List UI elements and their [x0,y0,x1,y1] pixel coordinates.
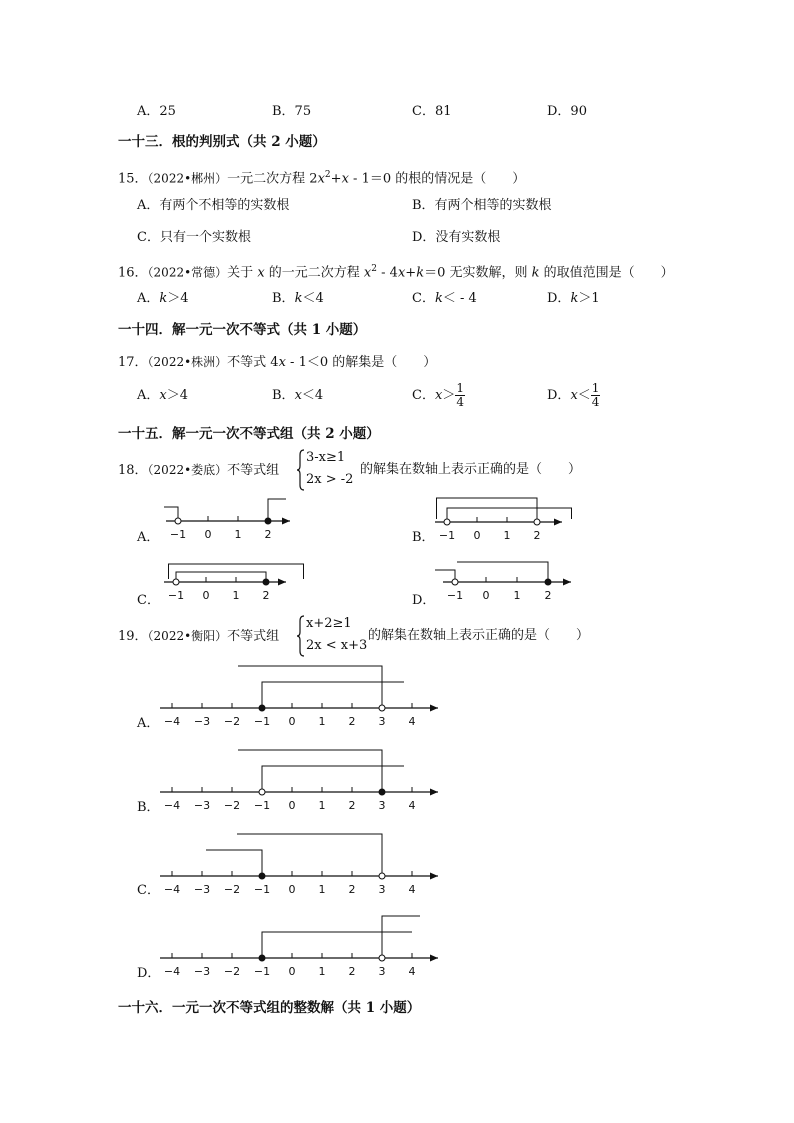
tick-label: 3 [378,965,386,978]
option-c: C．81 [412,104,452,119]
q17-option-c [412,379,465,413]
tick-label: 3 [378,715,386,728]
inequality-system-18 [297,449,363,491]
solution-ray [382,916,420,955]
number-line-18c [160,560,290,608]
option-relation: ＞4 [166,388,189,403]
math-var: x [341,171,349,187]
option-label: D． [547,388,571,403]
inequality-line-2: 2x < x+3 [306,638,368,653]
fraction [591,382,601,409]
q15-option-d: D．没有实数根 [412,230,501,245]
arrow-icon [554,519,562,526]
tick-label: 2 [348,799,356,812]
q15-option-c: C．只有一个实数根 [137,230,251,245]
tick-label: −3 [193,715,211,728]
math-var: k [434,291,443,306]
question-number: 18． [118,463,148,478]
question-number: 16． [118,265,148,281]
q18-option-d-label: D． [412,593,436,608]
math-var: k [531,265,540,281]
q16-option-a [137,291,189,307]
math-var: x [363,265,372,281]
exponent: 2 [324,170,331,180]
option-label: B． [272,388,295,403]
tick-label: 2 [262,589,270,602]
closed-dot [259,955,265,961]
open-dot [173,579,179,585]
tick-label: 3 [378,883,386,896]
solution-ray [238,750,382,789]
q17-option-b [272,388,323,404]
tick-label: 2 [264,528,272,541]
tick-label: −2 [223,715,241,728]
open-dot [379,705,385,711]
tick-label: 0 [204,528,212,541]
tick-label: 1 [503,529,511,542]
q15-option-a: A．有两个不相等的实数根 [137,198,290,213]
question-source: （2022•株洲） [147,355,228,369]
option-label: D． [547,291,571,306]
question-text: 不等式组 [227,463,280,478]
tick-label: 1 [234,528,242,541]
arrow-icon [430,705,438,712]
tick-label: −1 [253,965,271,978]
inequality-line-1: 3-x≥1 [306,450,346,465]
tick-label: −1 [253,883,271,896]
section-title-14: 一十四．解一元一次不等式（共 1 小题） [118,322,367,338]
tick-label: −2 [223,799,241,812]
solution-segment [176,572,266,579]
number-line-18a [160,496,295,544]
number-line-18b [435,494,565,544]
open-dot [379,955,385,961]
option-relation: ＜4 [301,388,324,403]
option-a: A．25 [137,104,176,119]
tick-label: 2 [348,965,356,978]
closed-dot [263,579,269,585]
option-label: A． [137,388,160,403]
tick-label: 3 [378,799,386,812]
open-dot [259,789,265,795]
question-text: ＝0 无实数解，则 [424,265,532,281]
option-relation: ＞ [442,388,456,403]
question-15 [118,167,525,187]
inequality-system-19 [297,615,369,657]
tick-label: 1 [513,589,521,602]
question-18-intro [118,462,279,479]
question-source: （2022•郴州） [147,171,228,186]
solution-ray [262,682,404,705]
exponent: 2 [371,264,377,274]
tick-label: 1 [318,965,326,978]
tick-label: 1 [318,883,326,896]
tick-label: 1 [318,715,326,728]
question-source: （2022•娄底） [147,463,228,477]
closed-dot [379,789,385,795]
tick-label: 0 [288,799,296,812]
number-line-19d [160,910,445,980]
open-dot [175,518,181,524]
option-label: B． [272,291,295,306]
number-line-19b [160,744,445,814]
q19-option-a-label: A． [137,716,160,731]
q19-option-c-label: C． [137,883,160,898]
math-var: x [317,171,325,187]
tick-label: −4 [163,965,181,978]
math-var: k [416,265,425,281]
q18-option-b-label: B． [412,530,435,545]
brace-icon [297,449,305,491]
inequality-line-2: 2x > -2 [306,472,354,487]
q19-option-b-label: B． [137,800,160,815]
section-title-15: 一十五．解一元一次不等式组（共 2 小题） [118,426,380,442]
math-var: x [294,388,302,403]
tick-label: 0 [288,883,296,896]
option-d: D．90 [547,104,587,119]
tick-label: −1 [167,589,185,602]
option-label: C． [412,291,435,306]
number-line-19a [160,660,445,730]
solution-segment [447,508,572,519]
tick-label: 1 [232,589,240,602]
tick-label: 2 [533,529,541,542]
tick-label: −2 [223,883,241,896]
open-dot [452,579,458,585]
tick-label: 0 [473,529,481,542]
tick-label: 2 [544,589,552,602]
closed-dot [259,873,265,879]
tick-label: −3 [193,883,211,896]
q18-option-a-label: A． [137,530,160,545]
closed-dot [265,518,271,524]
math-var: x [278,355,286,370]
tick-label: −1 [438,529,456,542]
math-var: x [159,388,167,403]
number-line-18d [435,560,575,608]
question-text: 不等式组 [227,629,280,644]
q18-option-c-label: C． [137,593,160,608]
arrow-icon [430,873,438,880]
open-dot [444,519,450,525]
option-label: A． [137,291,160,306]
open-dot [379,873,385,879]
math-var: x [434,388,443,403]
tick-label: 0 [288,965,296,978]
q16-option-b [272,291,324,307]
math-var: x [570,388,578,403]
option-relation: ＞4 [167,291,189,306]
math-var: k [159,291,168,306]
q16-option-d [547,291,600,307]
arrow-icon [430,789,438,796]
math-var: k [570,291,579,306]
solution-ray [238,666,382,705]
math-var: x [397,265,406,281]
solution-ray [237,834,382,873]
section-title-16: 一十六．一元一次不等式组的整数解（共 1 小题） [118,1000,421,1016]
solution-ray [262,932,412,955]
question-text: 的取值范围是（ ） [539,265,674,281]
open-dot [534,519,540,525]
solution-ray [164,507,178,518]
inequality-line-1: x+2≥1 [306,616,352,631]
numerator: 1 [456,381,464,395]
question-text: 的解集在数轴上表示正确的是（ ） [360,462,582,477]
question-text: - 1＝0 的根的情况是（ ） [348,171,526,187]
tick-label: 4 [408,715,416,728]
tick-label: −4 [163,799,181,812]
option-relation: ＜ - 4 [442,291,477,306]
tick-label: 4 [408,883,416,896]
option-label: C． [412,388,435,403]
question-16 [118,261,674,281]
arrow-icon [430,955,438,962]
tick-label: 0 [202,589,210,602]
question-number: 19． [118,629,148,644]
question-text: 一元二次方程 2 [227,171,318,187]
question-text: 的解集在数轴上表示正确的是（ ） [368,628,590,643]
option-relation: ＜ [577,388,591,403]
question-17 [118,354,436,371]
arrow-icon [282,518,290,525]
question-text: - 4 [377,265,398,281]
question-number: 15． [118,171,148,187]
tick-label: −4 [163,883,181,896]
tick-label: 2 [348,883,356,896]
tick-label: −1 [253,799,271,812]
closed-dot [259,705,265,711]
option-relation: ＞1 [578,291,600,306]
q17-option-d [547,379,600,413]
question-number: 17． [118,355,148,370]
brace-icon [297,615,305,657]
number-line-19c [160,828,445,898]
tick-label: −1 [253,715,271,728]
question-text: + [405,265,417,281]
option-relation: ＜4 [302,291,324,306]
tick-label: 0 [288,715,296,728]
tick-label: 2 [348,715,356,728]
tick-label: 4 [408,799,416,812]
arrow-icon [563,579,571,586]
tick-label: −3 [193,965,211,978]
question-text: 的一元二次方程 [264,265,364,281]
tick-label: −4 [163,715,181,728]
section-title-13: 一十三．根的判别式（共 2 小题） [118,134,326,150]
denominator: 4 [456,395,464,409]
solution-ray [268,499,286,518]
q16-option-c [412,291,477,307]
option-b: B．75 [272,104,312,119]
q17-option-a [137,388,188,404]
numerator: 1 [591,381,600,395]
fraction [455,382,465,409]
tick-label: −2 [223,965,241,978]
tick-label: 0 [482,589,490,602]
question-text: + [330,171,342,187]
denominator: 4 [591,395,600,409]
question-source: （2022•衡阳） [147,629,228,643]
tick-label: −1 [169,528,187,541]
question-text: 不等式 4 [227,355,279,370]
tick-label: −3 [193,799,211,812]
question-source: （2022•常德） [147,265,228,280]
q15-option-b: B．有两个相等的实数根 [412,198,552,213]
math-var: k [294,291,303,306]
tick-label: 4 [408,965,416,978]
solution-ray [206,850,262,873]
tick-label: −1 [446,589,464,602]
q19-option-d-label: D． [137,966,161,981]
closed-dot [545,579,551,585]
question-text: - 1＜0 的解集是（ ） [285,355,437,370]
solution-ray [262,766,404,789]
solution-ray [435,570,455,579]
question-text: 关于 [227,265,258,281]
arrow-icon [278,579,286,586]
solution-ray [457,562,548,579]
tick-label: 1 [318,799,326,812]
question-19-intro [118,628,279,645]
math-var: x [257,265,265,281]
